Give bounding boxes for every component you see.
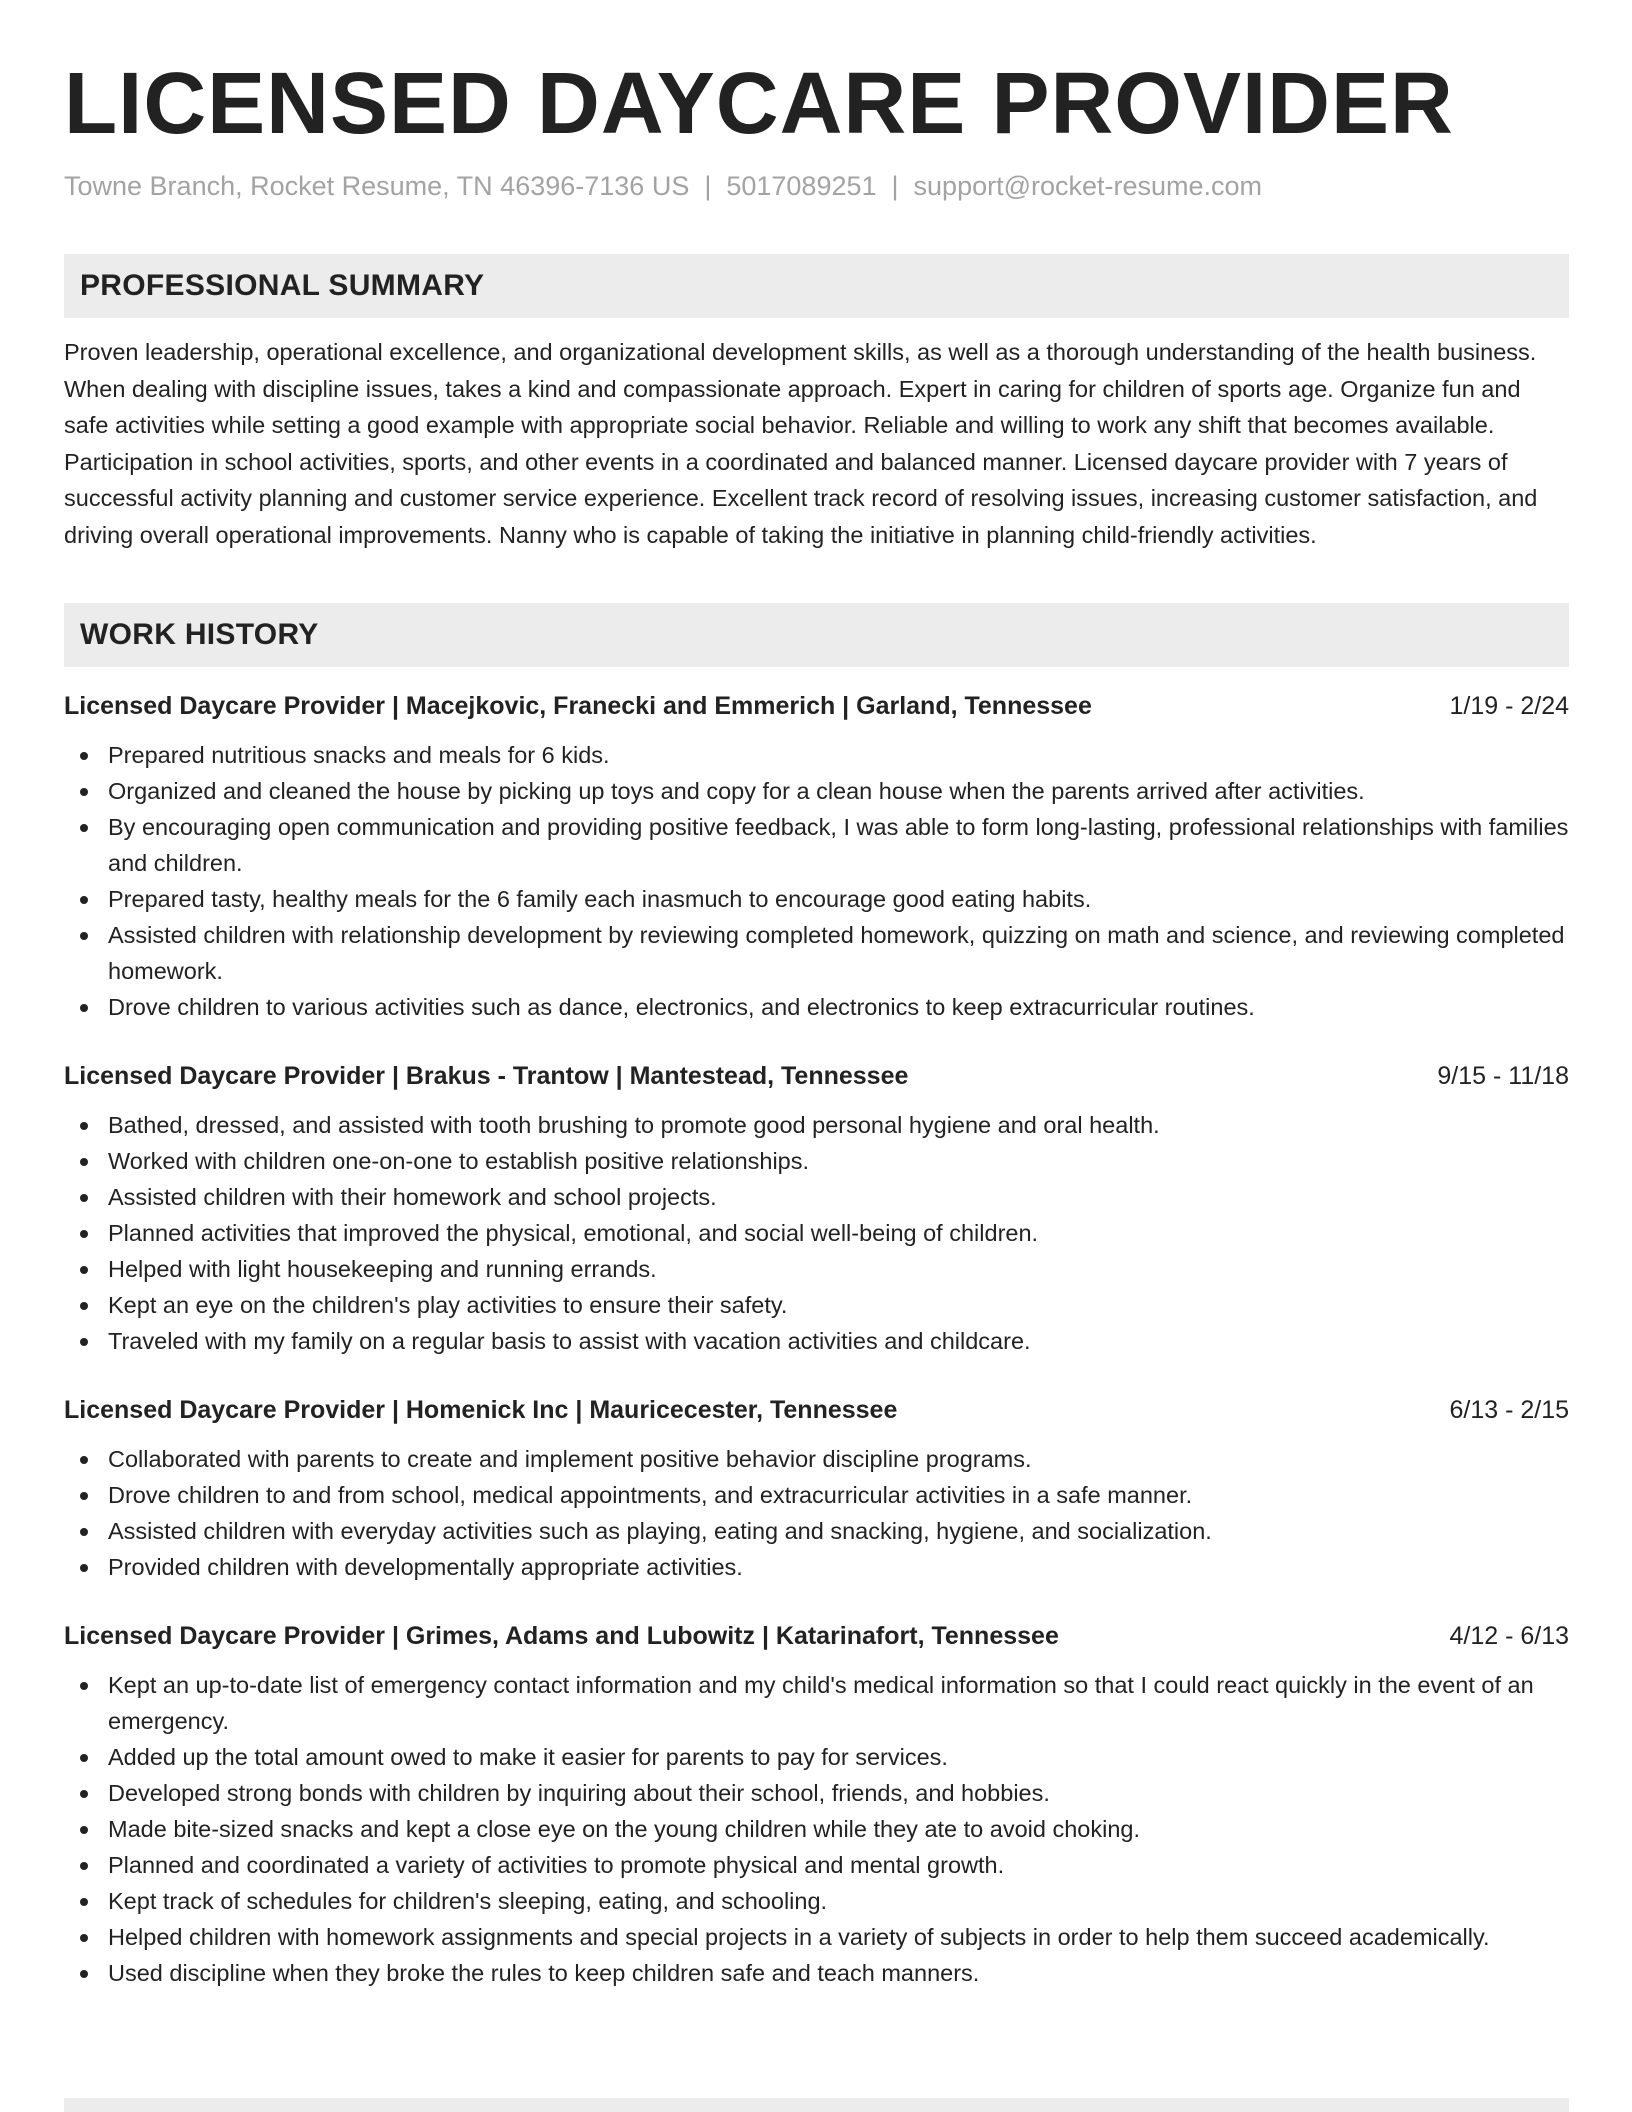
resume-page	[64, 54, 1569, 1991]
job-bullet: Kept an eye on the children's play activities to ensure their safety.	[64, 1287, 1569, 1323]
contact-address: Towne Branch, Rocket Resume, TN 46396-7136 US	[64, 171, 690, 201]
job-bullet: Assisted children with everyday activities such as playing, eating and snacking, hygiene, and socialization.	[64, 1513, 1569, 1549]
job-bullet: Organized and cleaned the house by picking up toys and copy for a clean house when the parents arrived after activities.	[64, 773, 1569, 809]
job-dates: 6/13 - 2/15	[1449, 1396, 1569, 1424]
resume-name: LICENSED DAYCARE PROVIDER	[64, 55, 1454, 152]
job-dates: 4/12 - 6/13	[1449, 1622, 1569, 1650]
job-entry	[64, 1051, 1569, 1359]
job-bullet: Developed strong bonds with children by inquiring about their school, friends, and hobbies.	[64, 1775, 1569, 1811]
job-bullet: Planned and coordinated a variety of activities to promote physical and mental growth.	[64, 1847, 1569, 1883]
job-bullet: Kept an up-to-date list of emergency contact information and my child's medical information so that I could react quickly in the event of an emergency.	[64, 1667, 1569, 1739]
job-bullet: Assisted children with relationship development by reviewing completed homework, quizzing on math and science, and reviewing completed homework.	[64, 917, 1569, 989]
contact-separator: |	[704, 171, 712, 201]
job-bullet: Collaborated with parents to create and implement positive behavior discipline programs.	[64, 1441, 1569, 1477]
job-entry	[64, 1611, 1569, 1991]
summary-section-header	[64, 254, 1569, 318]
job-bullet: Helped children with homework assignments and special projects in a variety of subjects in order to help them succeed academically.	[64, 1919, 1569, 1955]
job-bullet: Drove children to and from school, medical appointments, and extracurricular activities in a safe manner.	[64, 1477, 1569, 1513]
job-title: Licensed Daycare Provider | Homenick Inc | Mauricecester, Tennessee	[64, 1396, 898, 1424]
contact-phone: 5017089251	[726, 171, 877, 201]
contact-email: support@rocket-resume.com	[913, 171, 1263, 201]
summary-text: Proven leadership, operational excellence, and organizational development skills, as well as a thorough understanding of the health business. When dealing with discipline issues, takes a kind and compassionate approach. Expert in caring for children of sports age. Organize fun and safe activities while setting a good example with appropriate social behavior. Reliable and willing to work any shift that becomes available. Participation in school activities, sports, and other events in a coordinated and balanced manner. Licensed daycare provider with 7 years of successful activity planning and customer service experience. Excellent track record of resolving issues, increasing customer satisfaction, and driving overall operational improvements. Nanny who is capable of taking the initiative in planning child-friendly activities.	[64, 339, 1538, 548]
job-title: Licensed Daycare Provider | Macejkovic, Franecki and Emmerich | Garland, Tennessee	[64, 692, 1092, 720]
job-bullet: Prepared nutritious snacks and meals for 6 kids.	[64, 737, 1569, 773]
job-bullet: Provided children with developmentally appropriate activities.	[64, 1549, 1569, 1585]
job-bullet: Added up the total amount owed to make it easier for parents to pay for services.	[64, 1739, 1569, 1775]
job-header	[64, 1051, 1569, 1093]
work-history-section-header	[64, 603, 1569, 667]
job-bullet: Worked with children one-on-one to establish positive relationships.	[64, 1143, 1569, 1179]
job-bullet: Prepared tasty, healthy meals for the 6 family each inasmuch to encourage good eating habits.	[64, 881, 1569, 917]
job-title: Licensed Daycare Provider | Grimes, Adams and Lubowitz | Katarinafort, Tennessee	[64, 1622, 1059, 1650]
job-bullet-list	[64, 1107, 1569, 1359]
job-bullet: Traveled with my family on a regular basis to assist with vacation activities and childcare.	[64, 1323, 1569, 1359]
job-title: Licensed Daycare Provider | Brakus - Trantow | Mantestead, Tennessee	[64, 1062, 909, 1090]
job-dates: 1/19 - 2/24	[1449, 692, 1569, 720]
job-bullet-list	[64, 1667, 1569, 1991]
contact-separator: |	[891, 171, 899, 201]
job-dates: 9/15 - 11/18	[1437, 1062, 1569, 1090]
job-bullet: Planned activities that improved the physical, emotional, and social well-being of children.	[64, 1215, 1569, 1251]
job-entry	[64, 1385, 1569, 1585]
job-bullet-list	[64, 1441, 1569, 1585]
job-header	[64, 1611, 1569, 1653]
job-bullet-list	[64, 737, 1569, 1025]
job-bullet: By encouraging open communication and providing positive feedback, I was able to form long-lasting, professional relationships with families and children.	[64, 809, 1569, 881]
work-history-heading: WORK HISTORY	[80, 618, 319, 651]
next-section-header	[64, 2098, 1569, 2112]
job-entry	[64, 681, 1569, 1025]
work-history-list	[64, 681, 1569, 1991]
job-bullet: Made bite-sized snacks and kept a close eye on the young children while they ate to avoid choking.	[64, 1811, 1569, 1847]
contact-line	[64, 168, 1569, 204]
job-header	[64, 681, 1569, 723]
job-bullet: Drove children to various activities such as dance, electronics, and electronics to keep extracurricular routines.	[64, 989, 1569, 1025]
job-bullet: Helped with light housekeeping and running errands.	[64, 1251, 1569, 1287]
job-bullet: Kept track of schedules for children's sleeping, eating, and schooling.	[64, 1883, 1569, 1919]
summary-heading: PROFESSIONAL SUMMARY	[80, 269, 485, 302]
job-bullet: Used discipline when they broke the rules to keep children safe and teach manners.	[64, 1955, 1569, 1991]
job-header	[64, 1385, 1569, 1427]
job-bullet: Assisted children with their homework and school projects.	[64, 1179, 1569, 1215]
job-bullet: Bathed, dressed, and assisted with tooth brushing to promote good personal hygiene and oral health.	[64, 1107, 1569, 1143]
